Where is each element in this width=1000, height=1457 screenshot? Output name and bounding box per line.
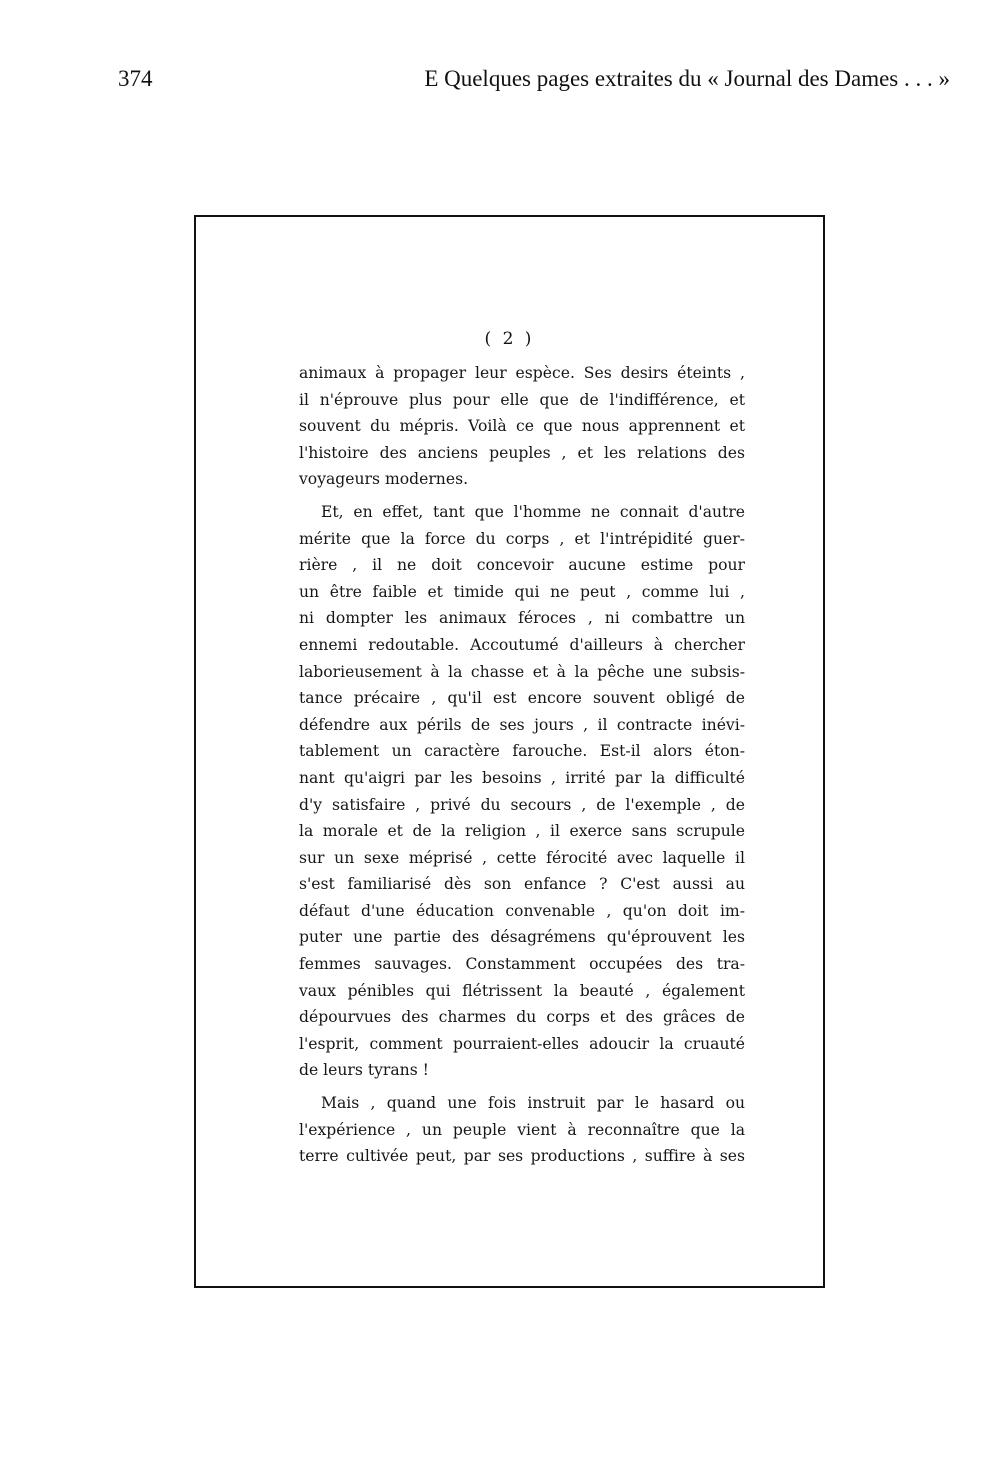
text-line: puter une partie des désagrémens qu'éprouvent les	[299, 928, 745, 947]
text-line: mérite que la force du corps , et l'intrépidité guer-	[299, 529, 745, 548]
text-line: l'histoire des anciens peuples , et les relations des	[299, 443, 745, 462]
original-page-number: ( 2 )	[484, 329, 535, 349]
text-line: femmes sauvages. Constamment occupées des tra-	[299, 955, 745, 974]
page-number: 374	[118, 66, 153, 91]
text-line: souvent du mépris. Voilà ce que nous apprennent et	[299, 417, 745, 436]
text-line: un être faible et timide qui ne peut , comme lui ,	[299, 582, 745, 601]
paragraph-1	[299, 360, 745, 493]
text-line: sur un sexe méprisé , cette férocité avec laquelle il	[299, 848, 745, 867]
text-line: défaut d'une éducation convenable , qu'on doit im-	[299, 901, 745, 920]
text-line: tablement un caractère farouche. Est-il alors éton-	[299, 742, 745, 761]
text-line: animaux à propager leur espèce. Ses desirs éteints ,	[299, 364, 745, 382]
text-line: vaux pénibles qui flétrissent la beauté , également	[299, 981, 745, 1000]
paragraph-2	[299, 499, 745, 1084]
text-line: s'est familiarisé dès son enfance ? C'est aussi au	[299, 875, 745, 894]
running-header	[118, 62, 950, 96]
text-line: Mais , quand une fois instruit par le hasard ou	[321, 1094, 745, 1113]
text-line: la morale et de la religion , il exerce sans scrupule	[299, 822, 745, 841]
text-line: voyageurs modernes.	[299, 470, 469, 489]
paragraph-3	[299, 1090, 745, 1170]
text-line: ennemi redoutable. Accoutumé d'ailleurs à chercher	[299, 635, 745, 654]
text-line: d'y satisfaire , privé du secours , de l'exemple , de	[299, 795, 745, 814]
text-line: nant qu'aigri par les besoins , irrité par la difficulté	[299, 768, 745, 787]
text-line: tance précaire , qu'il est encore souvent obligé de	[299, 689, 745, 708]
text-line: de leurs tyrans !	[299, 1061, 429, 1080]
facsimile-frame	[194, 215, 825, 1288]
text-line: dépourvues des charmes du corps et des grâces de	[299, 1008, 745, 1027]
text-line: défendre aux périls de ses jours , il contracte inévi-	[299, 715, 745, 734]
text-column	[299, 360, 745, 1170]
running-title: E Quelques pages extraites du « Journal des Dames . . . »	[424, 66, 950, 91]
text-line: il n'éprouve plus pour elle que de l'indifférence, et	[299, 390, 745, 409]
text-line: ni dompter les animaux féroces , ni combattre un	[299, 609, 745, 628]
text-line: rière , il ne doit concevoir aucune estime pour	[299, 556, 745, 575]
text-line: laborieusement à la chasse et à la pêche une subsis-	[299, 662, 745, 681]
text-line: terre cultivée peut, par ses productions , suffire à ses	[299, 1147, 745, 1166]
text-line: l'expérience , un peuple vient à reconnaître que la	[299, 1120, 745, 1139]
text-line: l'esprit, comment pourraient-elles adoucir la cruauté	[299, 1034, 745, 1053]
text-line: Et, en effet, tant que l'homme ne connait d'autre	[321, 502, 745, 521]
